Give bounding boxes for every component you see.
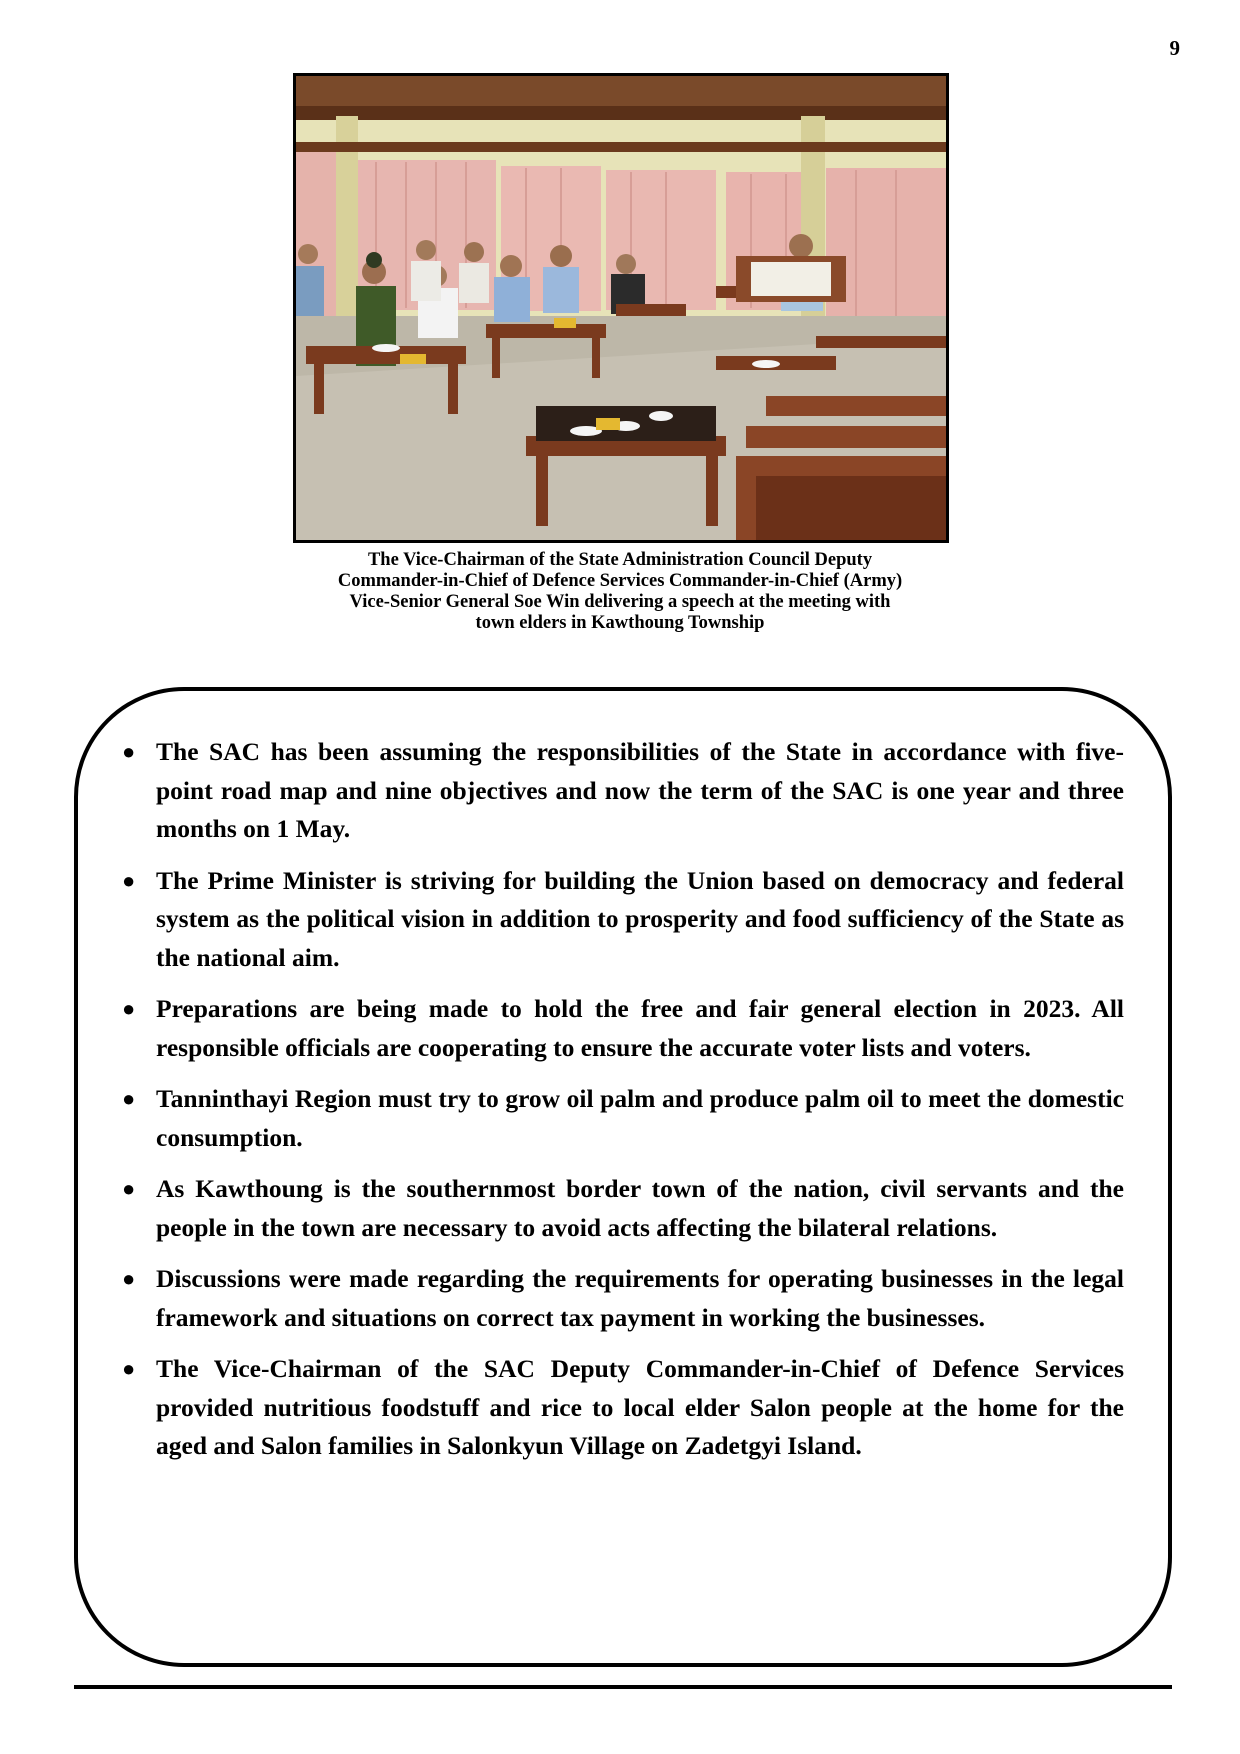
bullet-icon: ● <box>122 1176 136 1201</box>
list-item <box>118 1170 1124 1247</box>
bullet-icon: ● <box>122 1086 136 1111</box>
bullet-text: Discussions were made regarding the requirements for operating businesses in the legal framework and situations on correct tax payment in working the businesses. <box>156 1264 1124 1332</box>
list-item <box>118 733 1124 849</box>
meeting-photo <box>293 73 949 543</box>
bullet-text: The SAC has been assuming the responsibilities of the State in accordance with five-point road map and nine objectives and now the term of the SAC is one year and three months on 1 May. <box>156 737 1124 843</box>
bullet-text: Preparations are being made to hold the free and fair general election in 2023. All responsible officials are cooperating to ensure the accurate voter lists and voters. <box>156 994 1124 1062</box>
bullet-icon: ● <box>122 739 136 764</box>
list-item <box>118 1350 1124 1466</box>
bullet-icon: ● <box>122 1356 136 1381</box>
bottom-rule <box>74 1685 1172 1689</box>
bullet-icon: ● <box>122 1266 136 1291</box>
bullet-text: As Kawthoung is the southernmost border town of the nation, civil servants and the people in the town are necessary to avoid acts affecting the bilateral relations. <box>156 1174 1124 1242</box>
bullet-icon: ● <box>122 996 136 1021</box>
list-item <box>118 990 1124 1067</box>
page-number: 9 <box>1169 36 1180 60</box>
list-item <box>118 1260 1124 1337</box>
bullet-text: Tanninthayi Region must try to grow oil palm and produce palm oil to meet the domestic consumption. <box>156 1084 1124 1152</box>
bullet-text: The Vice-Chairman of the SAC Deputy Commander-in-Chief of Defence Services provided nutritious foodstuff and rice to local elder Salon people at the home for the aged and Salon families in Salonkyun Village on Zadetgyi Island. <box>156 1354 1124 1460</box>
list-item <box>118 862 1124 978</box>
photo-caption: The Vice-Chairman of the State Administration Council Deputy Commander-in-Chief of Defence Services Commander-in-Chief (Army) Vice-Senior General Soe Win delivering a speech at the meeting with town elders in Kawthoung Township <box>337 550 903 633</box>
bullet-icon: ● <box>122 867 136 893</box>
bullet-list <box>118 733 1124 1479</box>
bullet-text: The Prime Minister is striving for building the Union based on democracy and federal system as the political vision in addition to prosperity and food sufficiency of the State as the national aim. <box>156 865 1124 972</box>
list-item <box>118 1080 1124 1157</box>
